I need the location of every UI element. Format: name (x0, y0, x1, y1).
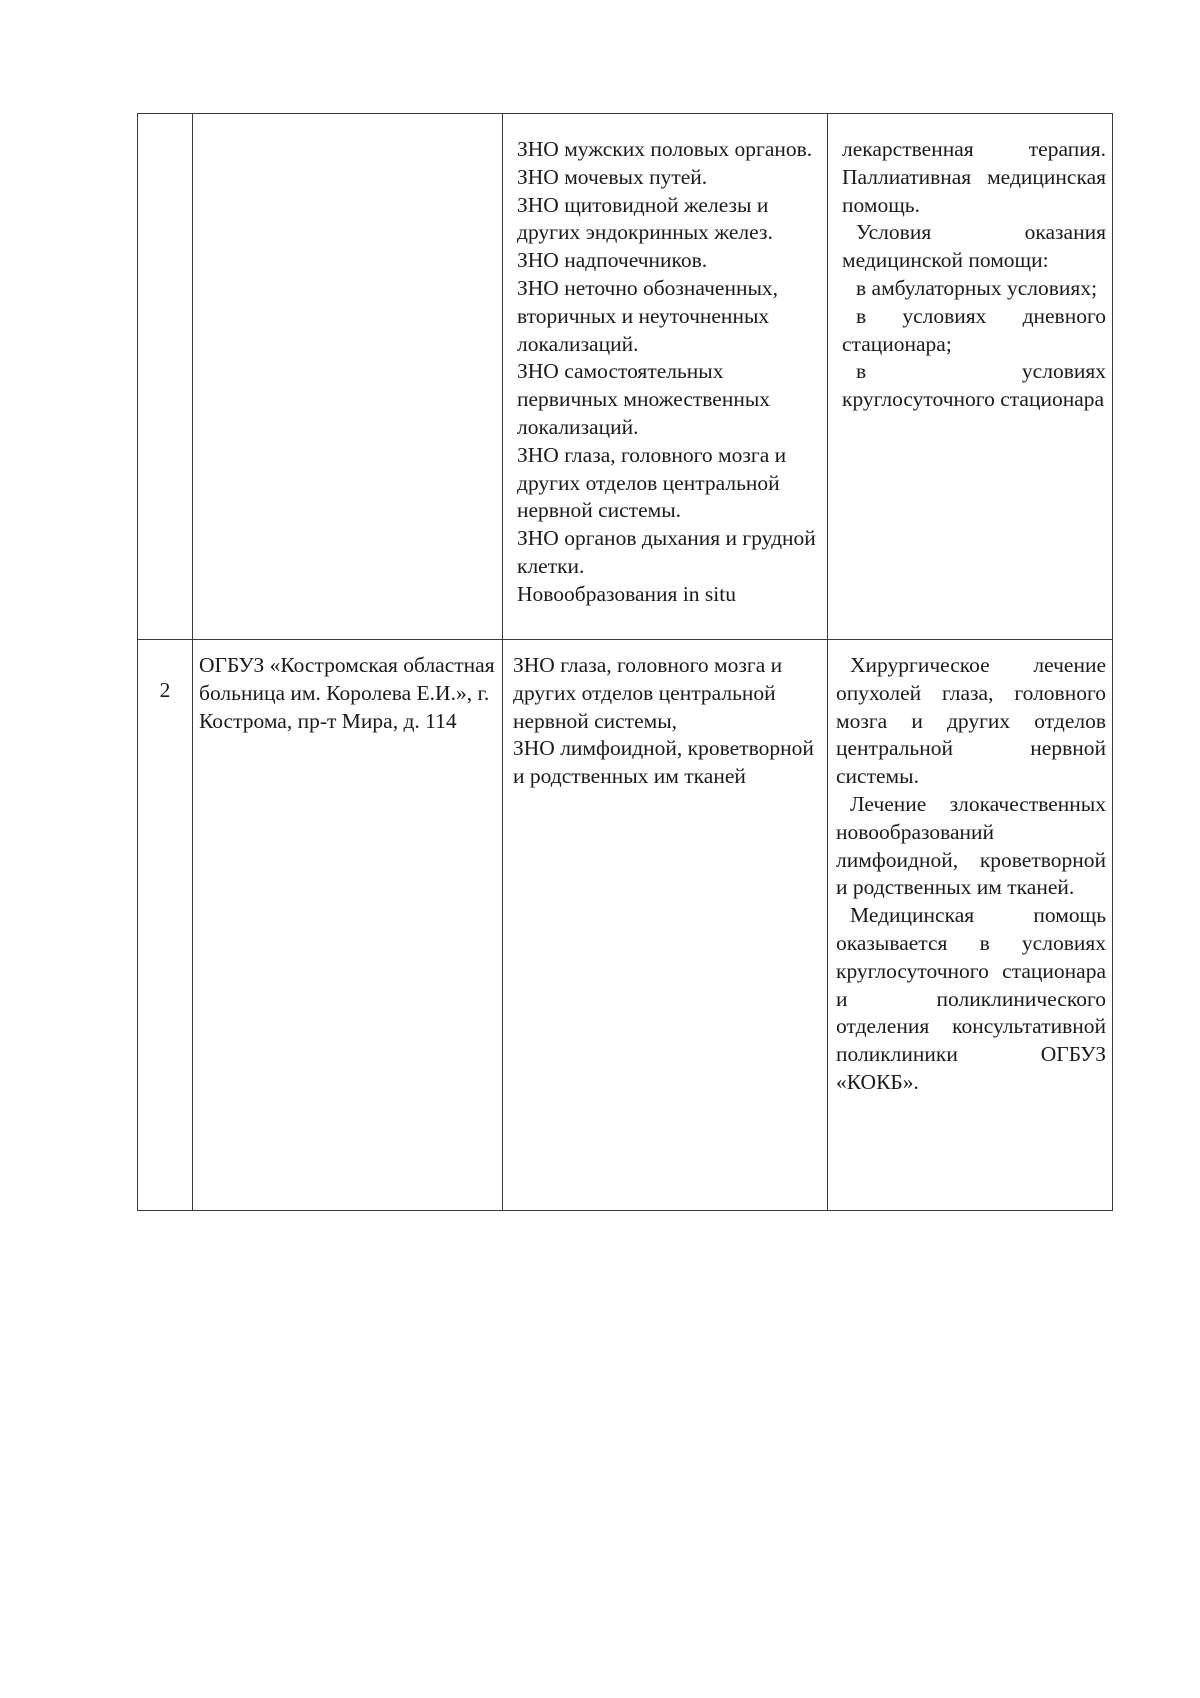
help-paragraph: в условиях круглосуточного стационара (842, 359, 1106, 412)
row-number-cell (138, 114, 193, 640)
row-number-cell (138, 640, 193, 1211)
organization-cell (193, 114, 503, 640)
diagnosis-item: ЗНО мужских половых органов. (517, 137, 813, 161)
diagnosis-item: ЗНО щитовидной железы и других эндокринных желез. (517, 192, 773, 245)
facilities-table (137, 113, 1113, 1211)
help-paragraph: в условиях дневного стационара; (842, 303, 1106, 356)
diagnosis-item: ЗНО неточно обозначенных, вторичных и неуточненных локализаций. (517, 275, 779, 356)
help-paragraph: Условия оказания медицинской помощи: (842, 220, 1106, 273)
diagnosis-item: ЗНО мочевых путей. (517, 164, 708, 189)
row-number (138, 114, 192, 151)
help-paragraph: Хирургическое лечение опухолей глаза, головного мозга и других отделов центральной нервной системы. (836, 653, 1106, 789)
help-paragraph: Лечение злокачественных новообразований лимфоидной, кроветворной и родственных им тканей. (836, 791, 1106, 900)
help-paragraph: в амбулаторных условиях; (856, 275, 1098, 300)
diagnosis-item: ЗНО надпочечников. (517, 248, 708, 273)
help-paragraph: лекарственная терапия. Паллиативная медицинская помощь. (842, 137, 1106, 217)
table-row (138, 114, 1113, 640)
diagnosis-item: ЗНО глаза, головного мозга и других отделов центральной нервной системы, (513, 653, 783, 733)
diagnosis-item: ЗНО органов дыхания и грудной клетки. (517, 526, 816, 578)
diagnosis-item: Новообразования in situ (517, 581, 736, 606)
organization-text (193, 114, 502, 126)
diagnosis-item: ЗНО лимфоидной, кроветворной и родственных им тканей (513, 736, 814, 789)
organization-cell (193, 640, 503, 1211)
diagnoses-cell (503, 640, 828, 1211)
diagnoses-cell (503, 114, 828, 640)
help-paragraph: Медицинская помощь оказывается в условиях круглосуточного стационара и поликлинического отделения консультативной поликлиники ОГБУЗ «КОКБ». (836, 903, 1106, 1094)
help-cell (828, 640, 1113, 1211)
table-row (138, 640, 1113, 1211)
row-number: 2 (159, 678, 171, 702)
organization-text: ОГБУЗ «Костромская областная больница им. Королева Е.И.», г. Кострома, пр-т Мира, д. 114 (199, 653, 495, 733)
diagnosis-item: ЗНО глаза, головного мозга и других отделов центральной нервной системы. (517, 442, 787, 523)
diagnosis-item: ЗНО самостоятельных первичных множественных локализаций. (517, 359, 771, 439)
help-cell (828, 114, 1113, 640)
